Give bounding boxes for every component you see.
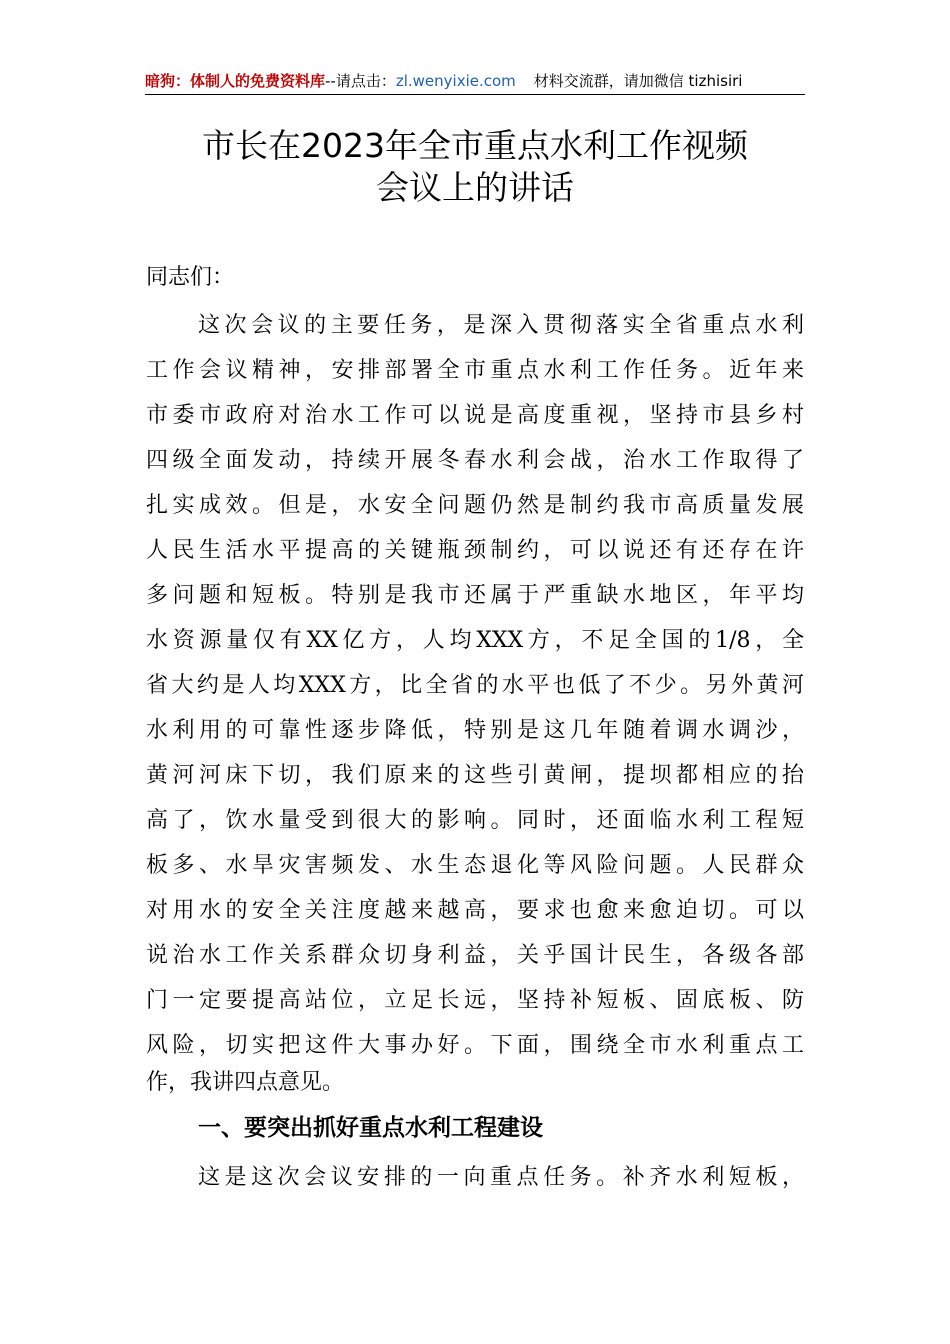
paragraph-line: 风险，切实把这件大事办好。下面，围绕全市水利重点工 <box>146 1033 804 1058</box>
paragraph-line: 高了，饮水量受到很大的影响。同时，还面临水利工程短 <box>146 808 804 833</box>
paragraph-line: 工作会议精神，安排部署全市重点水利工作任务。近年来 <box>146 358 804 383</box>
header-contact: 材料交流群，请加微信 tizhisiri <box>533 72 743 90</box>
paragraph-line: 扎实成效。但是，水安全问题仍然是制约我市高质量发展 <box>146 493 804 518</box>
paragraph-2-line: 这是这次会议安排的一向重点任务。补齐水利短板， <box>198 1165 804 1190</box>
paragraph-line: 人民生活水平提高的关键瓶颈制约，可以说还有还存在许 <box>146 538 804 563</box>
document-title-line-1: 市长在2023年全市重点水利工作视频 <box>202 126 748 165</box>
page-header <box>145 68 805 95</box>
header-url-link[interactable]: zl.wenyixie.com <box>395 72 516 90</box>
paragraph-line: 省大约是人均XXX方，比全省的水平也低了不少。另外黄河 <box>146 673 804 698</box>
document-title-line-2: 会议上的讲话 <box>376 168 574 207</box>
header-brand: 暗狗：体制人的免费资料库 <box>145 72 326 90</box>
paragraph-line: 这次会议的主要任务，是深入贯彻落实全省重点水利 <box>198 313 804 338</box>
paragraph-line: 四级全面发动，持续开展冬春水利会战，治水工作取得了 <box>146 448 804 473</box>
paragraph-line: 板多、水旱灾害频发、水生态退化等风险问题。人民群众 <box>146 853 804 878</box>
paragraph-line: 作，我讲四点意见。 <box>146 1070 345 1095</box>
section-1-heading: 一、要突出抓好重点水利工程建设 <box>198 1115 543 1141</box>
paragraph-line: 对用水的安全关注度越来越高，要求也愈来愈迫切。可以 <box>146 898 804 923</box>
paragraph-line: 水利用的可靠性逐步降低，特别是这几年随着调水调沙， <box>146 718 804 743</box>
paragraph-line: 门一定要提高站位，立足长远，坚持补短板、固底板、防 <box>146 988 804 1013</box>
paragraph-line: 说治水工作关系群众切身利益，关乎国计民生，各级各部 <box>146 943 804 968</box>
paragraph-line: 水资源量仅有XX亿方，人均XXX方，不足全国的1/8，全 <box>146 628 804 653</box>
paragraph-line: 黄河河床下切，我们原来的这些引黄闸，提坝都相应的抬 <box>146 763 804 788</box>
paragraph-line: 多问题和短板。特别是我市还属于严重缺水地区，年平均 <box>146 583 804 608</box>
salutation: 同志们： <box>146 265 235 290</box>
header-prompt: --请点击： <box>325 72 396 90</box>
paragraph-line: 市委市政府对治水工作可以说是高度重视，坚持市县乡村 <box>146 403 804 428</box>
